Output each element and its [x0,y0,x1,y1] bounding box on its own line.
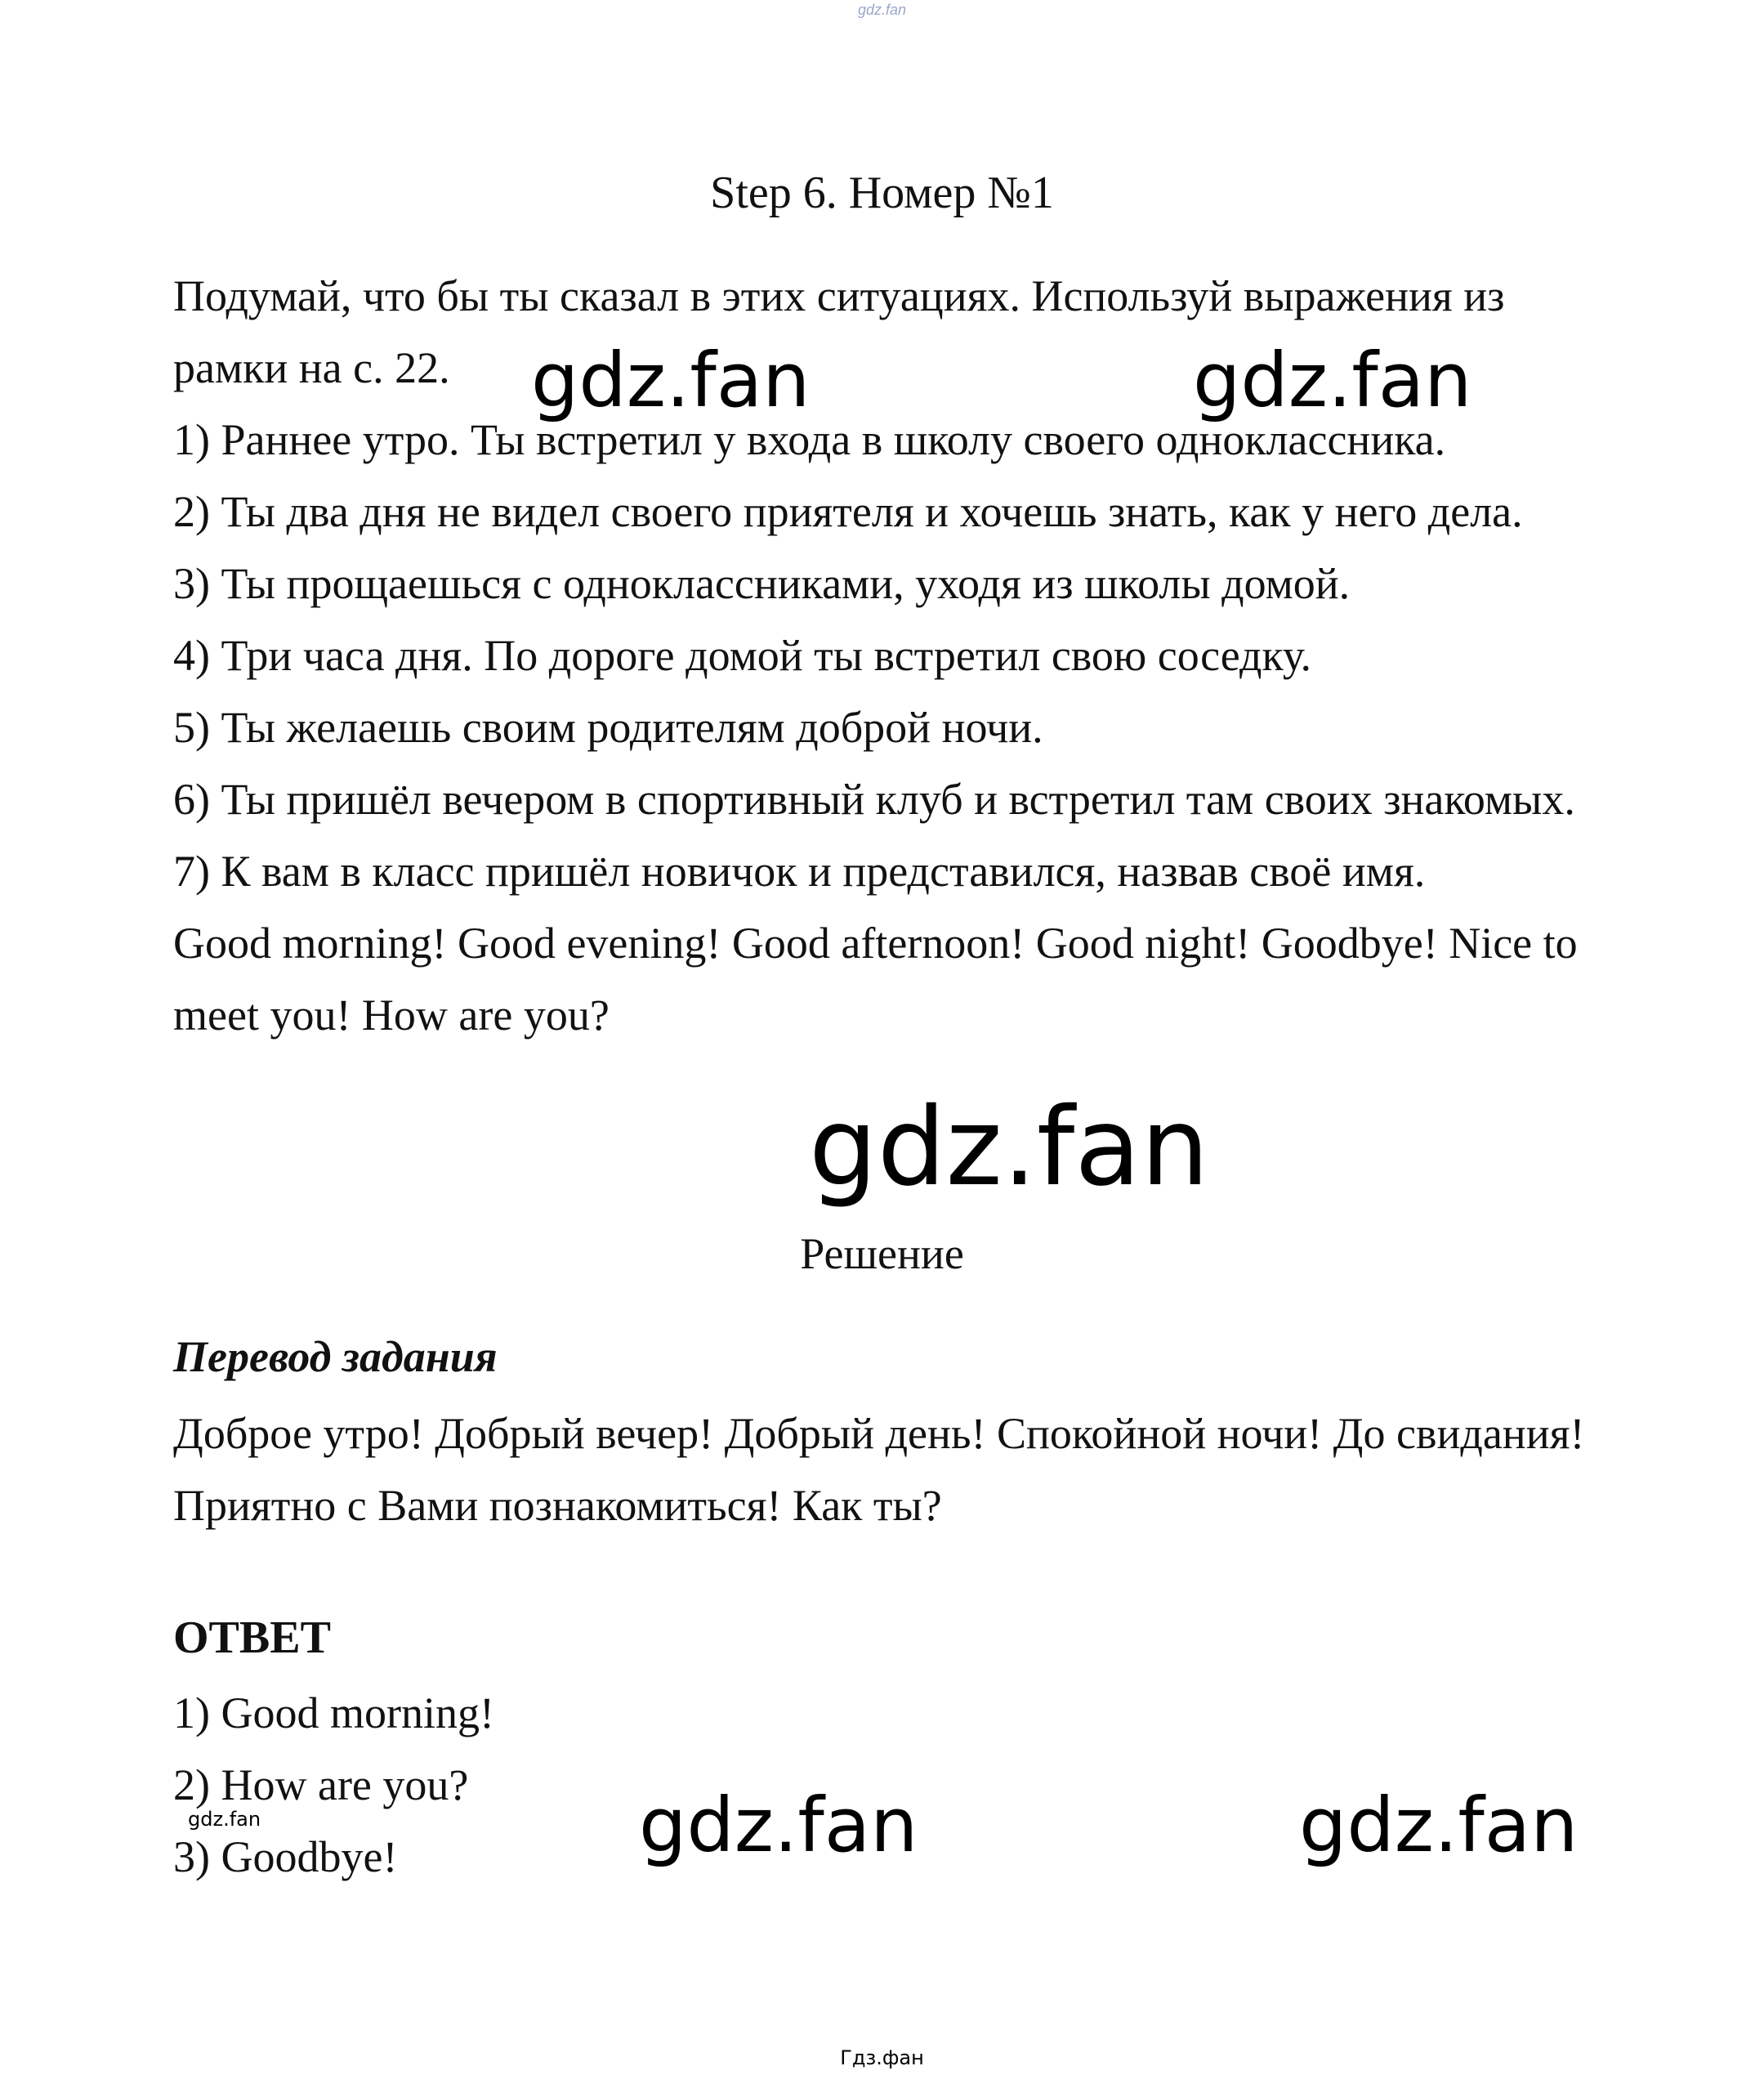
translation-text: Доброе утро! Добрый вечер! Добрый день! Спокойной ночи! До свидания! Приятно с Вами познакомиться! Как ты? [173,1409,1585,1530]
solution-label: Решение [800,1229,964,1278]
watermark: gdz.fan [809,1084,1209,1210]
task-phrases: Good morning! Good evening! Good afternoon! Good night! Goodbye! Nice to meet you! How are you? [173,919,1578,1040]
answer-item: 1) Good morning! [173,1688,494,1737]
answer-list [173,1677,494,1893]
watermark: gdz.fan [1299,1782,1579,1869]
translation-heading: Перевод задания [173,1332,498,1381]
page-title: Step 6. Номер №1 [710,168,1054,218]
task-item: 3) Ты прощаешься с одноклассниками, уходя из школы домой. [173,559,1351,608]
small-watermark: gdz.fan [188,1808,261,1831]
watermark: gdz.fan [639,1782,918,1869]
task-item: 4) Три часа дня. По дороге домой ты встретил свою соседку. [173,631,1312,680]
task-intro: Подумай, что бы ты сказал в этих ситуациях. Используй выражения из рамки на с. 22. [173,271,1505,392]
watermark: gdz.fan [1193,337,1472,424]
task-item: 2) Ты два дня не видел своего приятеля и хочешь знать, как у него дела. [173,487,1523,536]
answer-item: 2) How are you? [173,1760,469,1809]
answer-heading: ОТВЕТ [173,1612,331,1663]
page-footer: Гдз.фан [840,2046,924,2069]
task-item: 7) К вам в класс пришёл новичок и представился, назвав своё имя. [173,847,1426,896]
task-item: 1) Раннее утро. Ты встретил у входа в школу своего одноклассника. [173,415,1446,464]
task-item: 5) Ты желаешь своим родителям доброй ночи. [173,703,1043,752]
watermark: gdz.fan [531,337,811,424]
top-watermark: gdz.fan [857,2,907,18]
task-item: 6) Ты пришёл вечером в спортивный клуб и встретил там своих знакомых. [173,775,1575,824]
answer-item: 3) Goodbye! [173,1832,398,1881]
